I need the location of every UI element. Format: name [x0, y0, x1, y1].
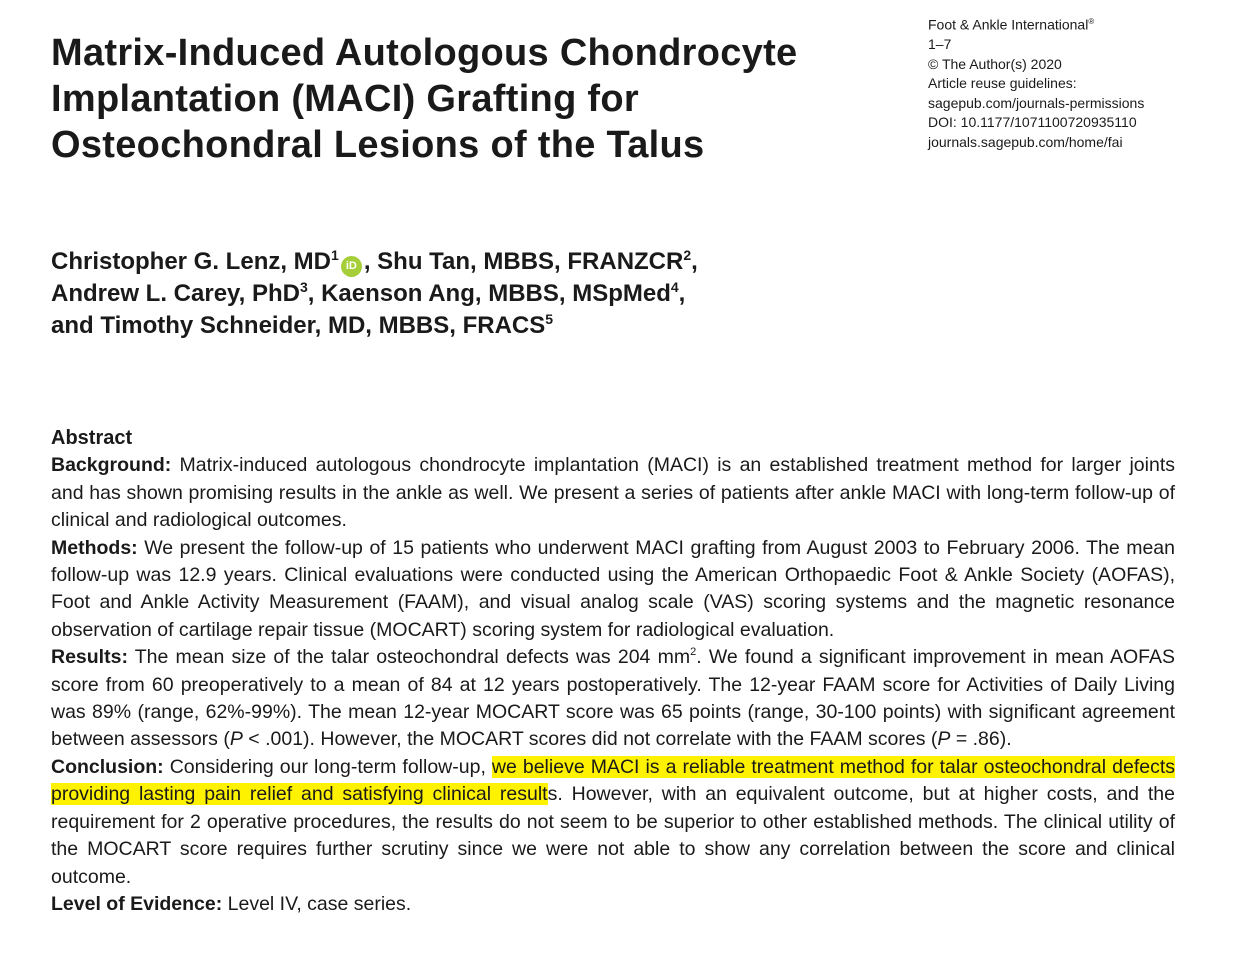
abstract-heading: Abstract	[51, 427, 133, 449]
methods-label: Methods:	[51, 536, 138, 559]
results-label: Results:	[51, 646, 128, 669]
author-tan[interactable]: , Shu Tan, MBBS, FRANZCR	[363, 248, 684, 275]
page-range: 1–7	[928, 36, 952, 53]
author-schneider[interactable]: and Timothy Schneider, MD, MBBS, FRACS	[51, 312, 546, 339]
author-separator: ,	[678, 280, 686, 307]
p-value-symbol: P	[937, 728, 951, 751]
abstract-level-of-evidence	[51, 891, 1175, 918]
title-line-1: Matrix-Induced Autologous Chondrocyte	[51, 32, 798, 74]
orcid-icon[interactable]: iD	[341, 256, 362, 277]
doi-link[interactable]: DOI: 10.1177/1071100720935110	[928, 114, 1137, 131]
p-value-symbol: P	[229, 728, 243, 751]
copyright: © The Author(s) 2020	[928, 55, 1062, 72]
author-list	[51, 246, 951, 342]
results-text: . We found a significant improvement in mean AOFAS score from 60 preoperatively to a mean of 84 at 12 years postoperatively. The 12-year FAAM score for Activities of Daily Living was 89% (range, 62%-99%). The mean 12-year MOCART score was 65 points (range, 30-100 points) with significant agreement between assessors (	[51, 646, 1175, 751]
affiliation-4: 4	[670, 279, 679, 295]
author-carey[interactable]: Andrew L. Carey, PhD	[51, 280, 300, 307]
author-ang[interactable]: , Kaenson Ang, MBBS, MSpMed	[307, 280, 671, 307]
author-lenz[interactable]: Christopher G. Lenz, MD	[51, 248, 332, 275]
conclusion-text: Considering our long-term follow-up,	[163, 755, 492, 778]
author-line-3	[51, 310, 951, 342]
abstract-background	[51, 452, 1175, 534]
affiliation-1: 1	[331, 247, 339, 263]
title-line-2: Implantation (MACI) Grafting for	[51, 78, 639, 120]
results-text: The mean size of the talar osteochondral defects was 204 mm	[127, 646, 691, 669]
registered-mark: ®	[1088, 17, 1095, 26]
title-line-3: Osteochondral Lesions of the Talus	[51, 124, 705, 166]
results-text: = .86).	[950, 728, 1012, 751]
journal-home-link[interactable]: journals.sagepub.com/home/fai	[928, 133, 1123, 150]
reuse-link[interactable]: sagepub.com/journals-permissions	[928, 94, 1145, 111]
methods-text: We present the follow-up of 15 patients who underwent MACI grafting from August 2003 to February 2006. The mean follow-up was 12.9 years. Clinical evaluations were conducted using the American Orthopaedic Foot & Ankle Society (AOFAS), Foot and Ankle Activity Measurement (FAAM), and visual analog scale (VAS) scoring systems and the magnetic resonance observation of cartilage repair tissue (MOCART) scoring system for radiological evaluation.	[51, 536, 1175, 641]
abstract-methods	[51, 535, 1175, 645]
affiliation-5: 5	[545, 311, 554, 327]
author-line-2	[51, 278, 951, 310]
results-text: < .001). However, the MOCART scores did not correlate with the FAAM scores (	[242, 728, 938, 751]
level-label: Level of Evidence:	[51, 892, 223, 915]
conclusion-text: s. However, with an equivalent outcome, but at higher costs, and the requirement for 2 operative procedures, the results do not seem to be superior to other established methods. The clinical utility of the MOCART score requires further scrutiny since we were not able to show any correlation between the score and clinical outcome.	[51, 783, 1175, 888]
conclusion-label: Conclusion:	[51, 755, 164, 778]
author-line-1	[51, 246, 951, 278]
abstract	[51, 425, 1175, 918]
background-label: Background:	[51, 454, 172, 477]
highlighted-text[interactable]: we believe MACI is a reliable treatment method for talar osteochondral defects providing lasting pain relief and satisfying clinical result	[51, 755, 1176, 806]
author-separator: ,	[691, 248, 698, 275]
abstract-conclusion	[51, 754, 1175, 891]
journal-metadata	[928, 12, 1228, 152]
journal-name: Foot & Ankle International®	[928, 16, 1095, 33]
level-text: Level IV, case series.	[222, 892, 412, 915]
affiliation-3: 3	[299, 279, 308, 295]
affiliation-2: 2	[683, 247, 692, 263]
background-text: Matrix-induced autologous chondrocyte implantation (MACI) is an established treatment method for larger joints and has shown promising results in the ankle as well. We present a series of patients after ankle MACI with long-term follow-up of clinical and radiological outcomes.	[51, 454, 1175, 532]
reuse-label: Article reuse guidelines:	[928, 75, 1077, 92]
abstract-results	[51, 644, 1175, 754]
superscript-2: 2	[690, 646, 697, 659]
article-title	[51, 30, 891, 168]
